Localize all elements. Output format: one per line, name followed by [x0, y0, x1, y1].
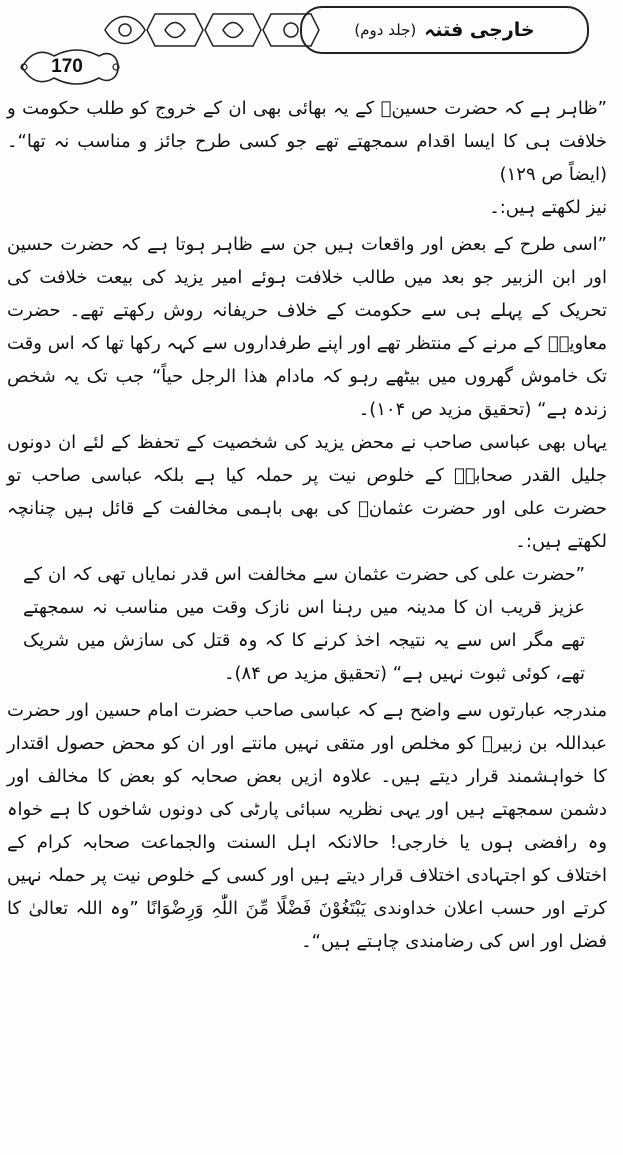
chapter-title: خارجی فتنہ — [424, 19, 535, 41]
quote-block-1: ”ظاہر ہے کہ حضرت حسینؓ کے یہ بھائی بھی ان کے خروج کو طلب حکومت و خلافت ہی کا ایسا اقدام سمجھتے تھے جو کسی طرح جائز و مناسب نہ تھا“۔ (ایضاً ص ۱۲۹) — [7, 98, 607, 185]
page-header — [0, 0, 623, 80]
intro-line-2: نیز لکھتے ہیں:۔ — [489, 197, 607, 218]
paragraph-4: مندرجہ عبارتوں سے واضح ہے کہ عباسی صاحب حضرت امام حسین اور حضرت عبداللہ بن زبیرؓ کو مخلص اور متقی نہیں مانتے اور ان کو محض حصول اقتدار کا خواہشمند قرار دیتے ہیں۔ علاوہ ازیں بعض صحابہ کو بعض کا مخالف اور دشمن سمجھتے ہیں اور یہی نظریہ سبائی پارٹی کی دونوں شاخوں کا ہے خواہ وہ رافضی ہوں یا خارجی! حالانکہ اہل السنت والجماعت صحابہ کرام کے اختلاف کو اجتہادی اختلاف قرار دیتے ہیں اور کسی کے خلوص نیت پر حملہ نہیں کرتے اور حسب اعلان خداوندی یَبْتَغُوْنَ فَضْلًا مِّنَ اللّٰہِ وَرِضْوَانًا ”وہ اللہ تعالیٰ کا فضل اور اس کی رضامندی چاہتے ہیں“۔ — [7, 700, 607, 952]
quote-block-2: ”اسی طرح کے بعض اور واقعات ہیں جن سے ظاہر ہوتا ہے کہ حضرت حسین اور ابن الزبیر جو بعد میں طالب خلافت ہوئے امیر یزید کی بیعت خلافت کی تحریک کے پہلے ہی سے حکومت کے خلاف حریفانہ روش رکھتے تھے۔ حضرت معاویہؓ کے مرنے کے منتظر تھے اور اپنے طرفداروں سے کہہ رکھا تھا کہ اس وقت تک خاموش گھروں میں بیٹھے رہو کہ مادام ھذا الرجل حیاً“ جب تک یہ شخص زندہ ہے“ (تحقیق مزید ص ۱۰۴)۔ — [7, 234, 607, 420]
volume-label: (جلد دوم) — [354, 21, 417, 39]
header-ornament-icon — [95, 6, 325, 54]
quote-block-3: ”حضرت علی کی حضرت عثمان سے مخالفت اس قدر نمایاں تھی کہ ان کے عزیز قریب ان کا مدینہ میں رہنا اس نازک وقت میں مناسب نہ سمجھتے تھے مگر اس سے یہ نتیجہ اخذ کرنے کا کہ وہ قتل کی سازش میں شریک تھے، کوئی ثبوت نہیں ہے“ (تحقیق مزید ص ۸۴)۔ — [23, 564, 585, 684]
paragraph-3: یہاں بھی عباسی صاحب نے محض یزید کی شخصیت کے تحفظ کے لئے ان دونوں جلیل القدر صحابہؓ کے خلوص نیت پر حملہ کیا ہے بلکہ عباسی صاحب تو حضرت علی اور حضرت عثمانؓ کی بھی باہمی مخالفت کے قائل ہیں چنانچہ لکھتے ہیں:۔ — [7, 432, 607, 552]
page-body — [7, 92, 607, 958]
chapter-title-box — [300, 6, 589, 54]
page-number: 170 — [51, 56, 83, 77]
